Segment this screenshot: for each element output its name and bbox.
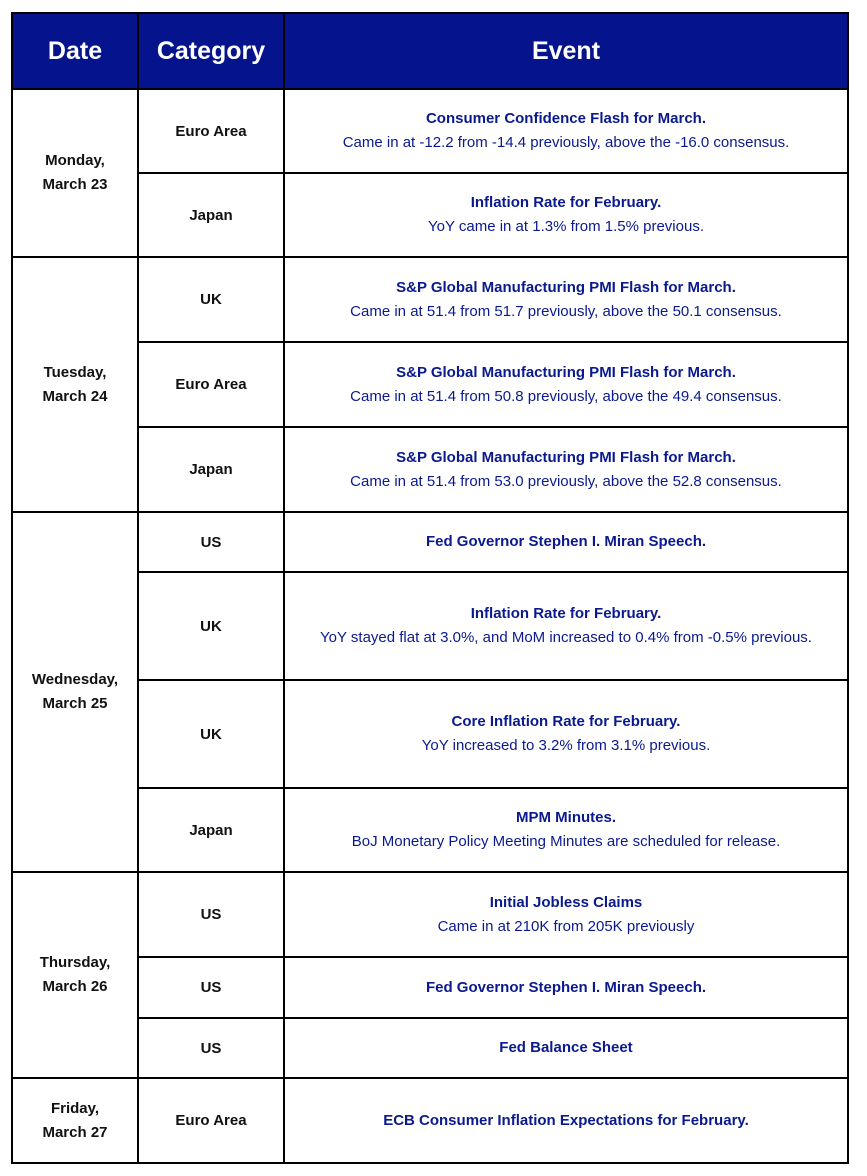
event-title: Inflation Rate for February. <box>470 194 662 211</box>
event-title: S&P Global Manufacturing PMI Flash for March. <box>396 448 736 466</box>
event-cell <box>284 427 848 512</box>
table-row <box>12 788 848 872</box>
event-cell <box>284 342 848 427</box>
category-cell: Euro Area <box>138 89 284 173</box>
header-date: Date <box>12 13 138 89</box>
date-cell <box>12 872 138 1078</box>
event-title: S&P Global Manufacturing PMI Flash for March. <box>396 363 736 381</box>
event-description: YoY came in at 1.3% from 1.5% previous. <box>428 218 704 235</box>
event-title: Fed Governor Stephen I. Miran Speech. <box>425 978 707 996</box>
table-row <box>12 1078 848 1163</box>
category-cell: UK <box>138 572 284 680</box>
event-cell <box>284 872 848 957</box>
category-cell: Japan <box>138 788 284 872</box>
category-cell: Euro Area <box>138 342 284 427</box>
table-row <box>12 342 848 427</box>
event-cell <box>284 1078 848 1163</box>
event-title: S&P Global Manufacturing PMI Flash for March. <box>396 278 736 296</box>
header-category: Category <box>138 13 284 89</box>
event-cell <box>284 173 848 257</box>
table-row <box>12 957 848 1018</box>
event-cell <box>284 788 848 872</box>
event-description: Came in at 210K from 205K previously <box>437 917 695 935</box>
category-cell: US <box>138 872 284 957</box>
date-label: March 24 <box>42 387 108 405</box>
table-row <box>12 427 848 512</box>
event-cell <box>284 680 848 788</box>
event-title: Inflation Rate for February. <box>470 605 662 622</box>
event-description: Came in at 51.4 from 51.7 previously, above the 50.1 consensus. <box>350 302 782 320</box>
category-cell: Euro Area <box>138 1078 284 1163</box>
date-cell <box>12 257 138 512</box>
day-label: Monday, <box>45 152 105 169</box>
date-label: March 25 <box>42 695 108 712</box>
event-title: Initial Jobless Claims <box>489 893 643 911</box>
event-title: ECB Consumer Inflation Expectations for February. <box>383 1111 749 1129</box>
table-row <box>12 257 848 342</box>
date-label: March 23 <box>42 176 108 193</box>
category-cell: Japan <box>138 427 284 512</box>
event-cell <box>284 257 848 342</box>
table-row <box>12 89 848 173</box>
day-label: Friday, <box>50 1099 100 1117</box>
header-row <box>12 13 848 89</box>
table-row <box>12 512 848 572</box>
category-cell: UK <box>138 257 284 342</box>
category-cell: US <box>138 512 284 572</box>
table-row <box>12 680 848 788</box>
event-description: YoY stayed flat at 3.0%, and MoM increased to 0.4% from -0.5% previous. <box>320 629 812 646</box>
day-label: Tuesday, <box>43 363 107 381</box>
event-title: Fed Balance Sheet <box>499 1039 633 1056</box>
event-description: YoY increased to 3.2% from 3.1% previous. <box>421 737 711 754</box>
event-cell <box>284 572 848 680</box>
economic-calendar-table <box>11 12 849 1164</box>
event-cell <box>284 957 848 1018</box>
event-description: BoJ Monetary Policy Meeting Minutes are scheduled for release. <box>351 833 781 850</box>
table-row <box>12 572 848 680</box>
date-label: March 26 <box>42 978 108 995</box>
event-description: Came in at -12.2 from -14.4 previously, above the -16.0 consensus. <box>342 134 790 151</box>
event-description: Came in at 51.4 from 50.8 previously, above the 49.4 consensus. <box>350 387 782 405</box>
event-cell <box>284 512 848 572</box>
table-row <box>12 872 848 957</box>
date-label: March 27 <box>42 1123 108 1141</box>
table-row <box>12 173 848 257</box>
category-cell: US <box>138 1018 284 1078</box>
date-cell <box>12 1078 138 1163</box>
day-label: Wednesday, <box>31 671 119 688</box>
date-cell <box>12 512 138 872</box>
category-cell: Japan <box>138 173 284 257</box>
event-cell <box>284 89 848 173</box>
event-title: Fed Governor Stephen I. Miran Speech. <box>425 533 707 550</box>
table-row <box>12 1018 848 1078</box>
event-description: Came in at 51.4 from 53.0 previously, above the 52.8 consensus. <box>350 472 782 490</box>
category-cell: UK <box>138 680 284 788</box>
event-title: Core Inflation Rate for February. <box>451 713 681 730</box>
event-title: Consumer Confidence Flash for March. <box>425 110 707 127</box>
event-cell <box>284 1018 848 1078</box>
date-cell <box>12 89 138 257</box>
event-title: MPM Minutes. <box>516 809 616 826</box>
header-event: Event <box>284 13 848 89</box>
category-cell: US <box>138 957 284 1018</box>
day-label: Thursday, <box>39 954 111 971</box>
